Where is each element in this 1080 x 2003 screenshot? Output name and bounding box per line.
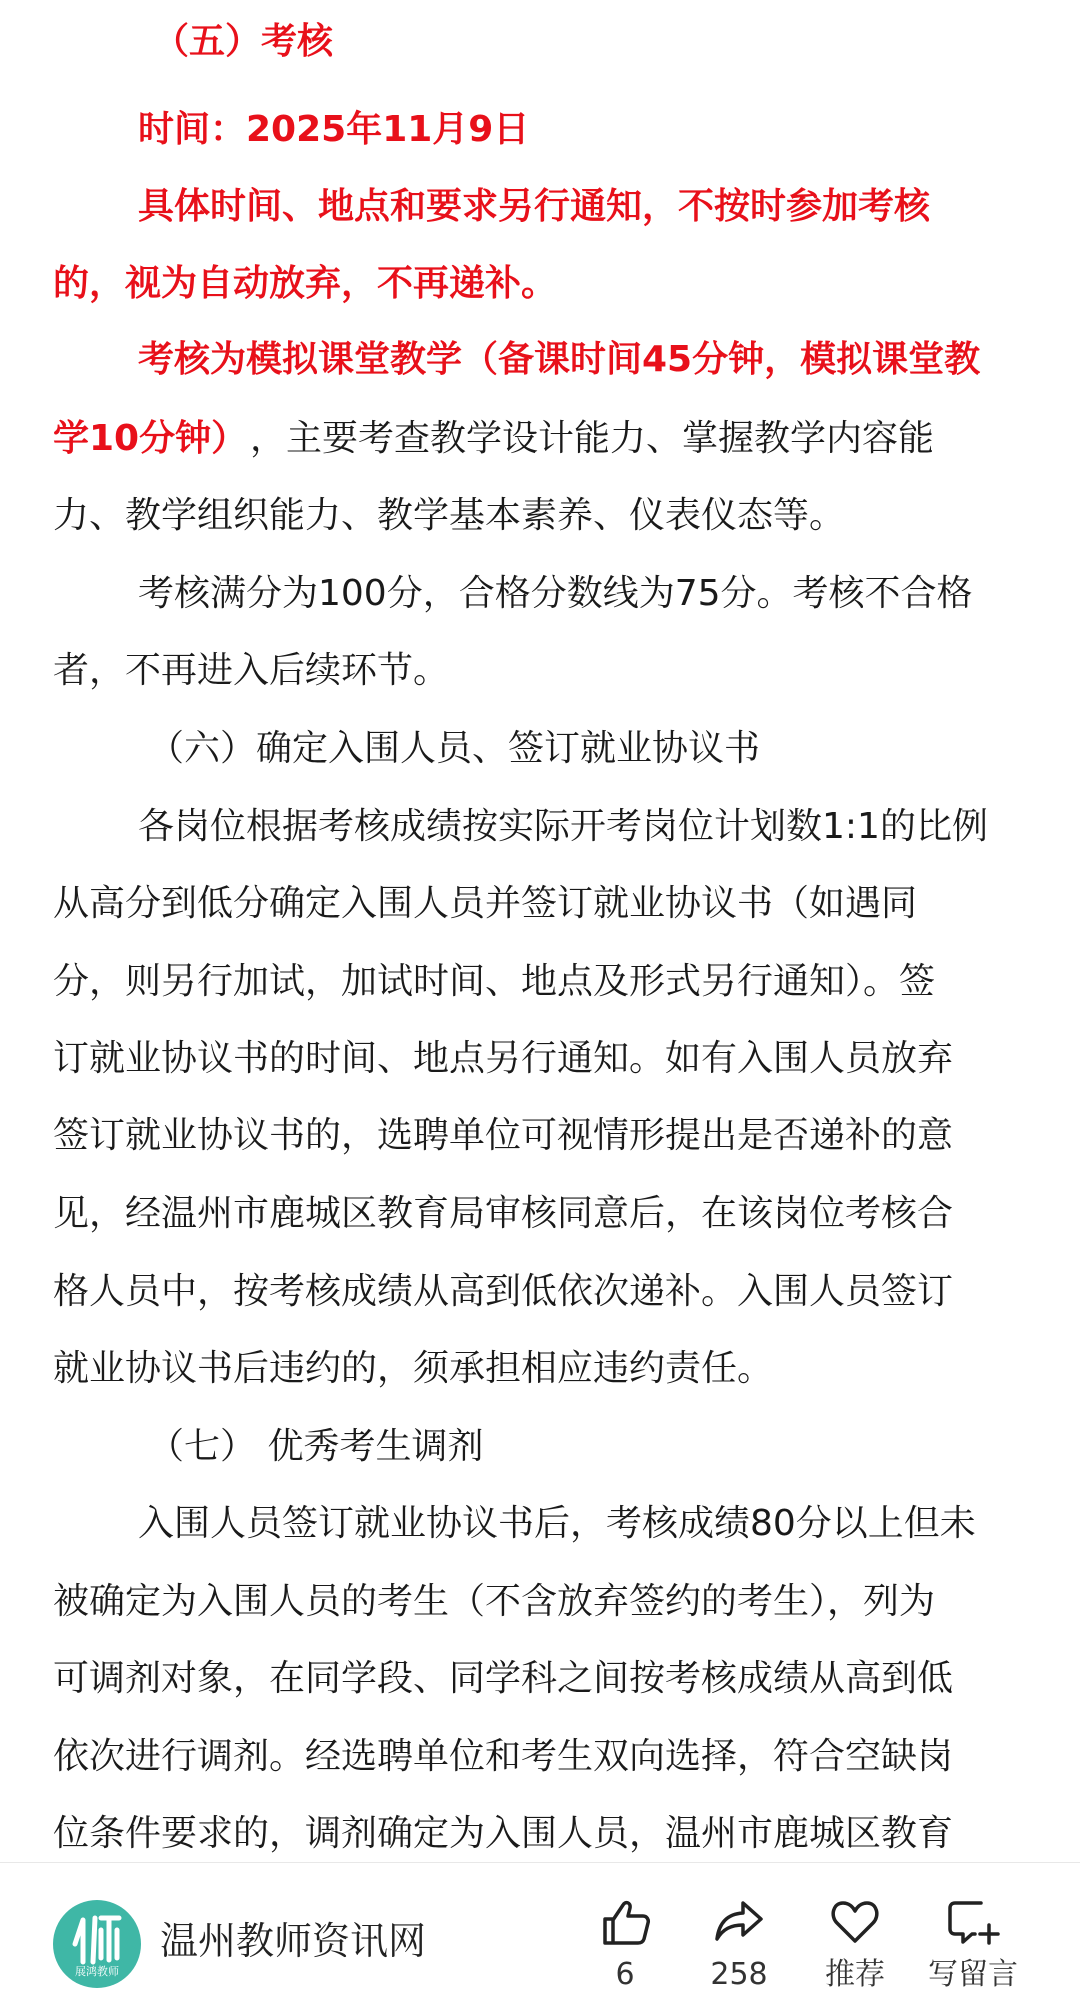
paragraph-line: 各岗位根据考核成绩按实际开考岗位计划数1:1的比例 [138, 806, 988, 847]
share-button[interactable] [684, 1885, 794, 1995]
recommend-label: 推荐 [825, 1957, 885, 1992]
section-heading-assessment: （五）考核 [153, 21, 334, 62]
share-arrow-icon [711, 1893, 767, 1949]
like-count: 6 [615, 1957, 635, 1992]
paragraph-line: 可调剂对象，在同学段、同学科之间按考核成绩从高到低 [53, 1658, 954, 1699]
paragraph-line: 学10分钟） [53, 418, 248, 459]
assessment-time: 时间：2025年11月9日 [138, 109, 530, 150]
logo-caption: 展鸿教师 [75, 1965, 119, 1978]
paragraph-line: 入围人员签订就业协议书后，考核成绩80分以上但未 [138, 1503, 976, 1544]
write-comment-label: 写留言 [928, 1957, 1018, 1992]
heart-icon [827, 1893, 883, 1949]
paragraph-line: 具体时间、地点和要求另行通知，不按时参加考核 [138, 186, 931, 227]
paragraph-line: ，主要考查教学设计能力、掌握教学内容能 [250, 418, 935, 459]
paragraph-line: 者，不再进入后续环节。 [53, 650, 450, 691]
section-heading-shortlist: （六）确定入围人员、签订就业协议书 [148, 728, 761, 769]
share-count: 258 [710, 1957, 768, 1992]
paragraph-line: 力、教学组织能力、教学基本素养、仪表仪态等。 [53, 495, 846, 536]
paragraph-line: 从高分到低分确定入围人员并签订就业协议书（如遇同 [53, 883, 918, 924]
write-comment-button[interactable] [918, 1885, 1028, 1995]
account-logo[interactable] [53, 1900, 141, 1988]
paragraph-line: 考核为模拟课堂教学（备课时间45分钟，模拟课堂教 [138, 339, 981, 380]
paragraph-line: 就业协议书后违约的，须承担相应违约责任。 [53, 1348, 774, 1389]
like-button[interactable] [570, 1885, 680, 1995]
paragraph-line: 考核满分为100分，合格分数线为75分。考核不合格 [138, 573, 973, 614]
paragraph-line: 见，经温州市鹿城区教育局审核同意后，在该岗位考核合 [53, 1193, 954, 1234]
paragraph-line: 签订就业协议书的，选聘单位可视情形提出是否递补的意 [53, 1115, 954, 1156]
paragraph-line: 订就业协议书的时间、地点另行通知。如有入围人员放弃 [53, 1038, 954, 1079]
recommend-button[interactable] [800, 1885, 910, 1995]
paragraph-line: 的，视为自动放弃，不再递补。 [53, 263, 558, 304]
paragraph-line: 被确定为入围人员的考生（不含放弃签约的考生），列为 [53, 1581, 936, 1622]
paragraph-line: 分，则另行加试，加试时间、地点及形式另行通知）。签 [53, 961, 936, 1002]
section-heading-adjustment: （七） 优秀考生调剂 [148, 1426, 484, 1467]
paragraph-line: 位条件要求的，调剂确定为入围人员，温州市鹿城区教育 [53, 1813, 954, 1854]
paragraph-line: 依次进行调剂。经选聘单位和考生双向选择，符合空缺岗 [53, 1736, 954, 1777]
thumbs-up-icon [597, 1893, 653, 1949]
account-name[interactable]: 温州教师资讯网 [160, 1919, 427, 1963]
paragraph-line: 格人员中，按考核成绩从高到低依次递补。入围人员签订 [53, 1271, 954, 1312]
comment-plus-icon [945, 1893, 1001, 1949]
